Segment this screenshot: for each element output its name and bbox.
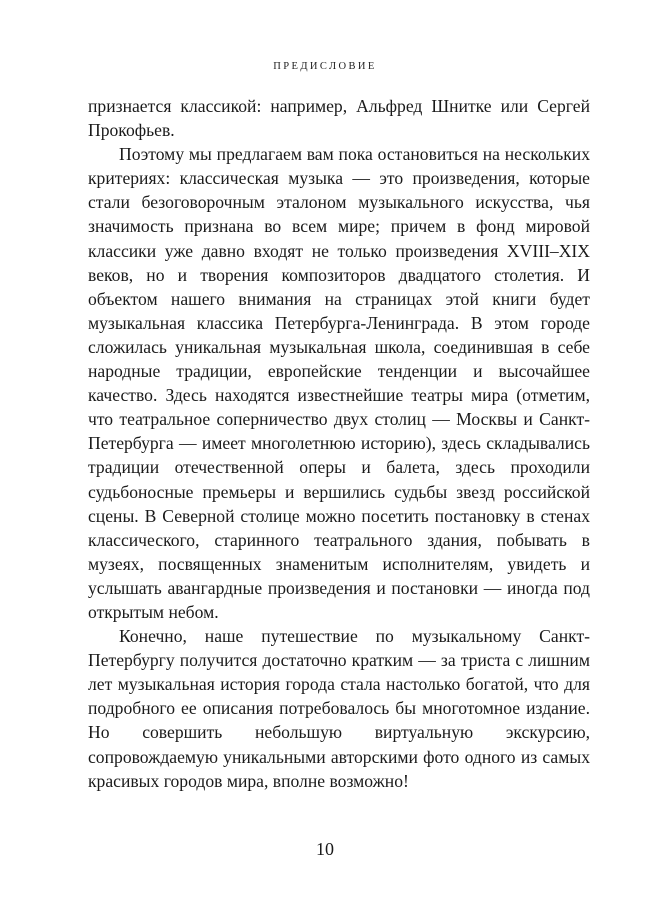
paragraph-journey: Конечно, наше путешествие по музыкальному Санкт-Петербургу получится достаточно кратким — за триста с лишним лет музыкальная история города стала настолько богатой, что для подробного ее описания потребовалось бы многотомное издание. Но совершить небольшую виртуальную экскурсию, сопровождаемую уникальными авторскими фото одного из самых красивых городов мира, вполне возможно!: [88, 626, 590, 791]
paragraph-criteria: Поэтому мы предлагаем вам пока остановиться на нескольких критериях: классическая музыка — это произведения, которые стали безоговорочным эталоном музыкального искусства, чья значимость признана во всем мире; причем в фонд мировой классики уже давно входят не только произведения XVIII–XIX веков, но и творения композиторов двадцатого столетия. И объектом нашего внимания на страницах этой книги будет музыкальная классика Петербурга-Ленинграда. В этом городе сложилась уникальная музыкальная школа, соединившая в себе народные традиции, европейские тенденции и высочайшее качество. Здесь находятся известнейшие театры мира (отметим, что театральное соперничество двух столиц — Москвы и Санкт-Петербурга — имеет многолетнюю историю), здесь складывались традиции отечественной оперы и балета, здесь проходили судьбоносные премьеры и вершились судьбы звезд российской сцены. В Северной столице можно посетить постановку в стенах классического, старинного театрального здания, побывать в музеях, посвященных знаменитым исполнителям, увидеть и услышать авангардные произведения и постановки — иногда под открытым небом.: [88, 144, 590, 622]
paragraph-continued: признается классикой: например, Альфред Шнитке или Сергей Прокофьев.: [88, 96, 590, 141]
page-number: 10: [316, 839, 334, 859]
running-head: ПРЕДИСЛОВИЕ: [273, 61, 377, 72]
body-text: [88, 94, 590, 793]
